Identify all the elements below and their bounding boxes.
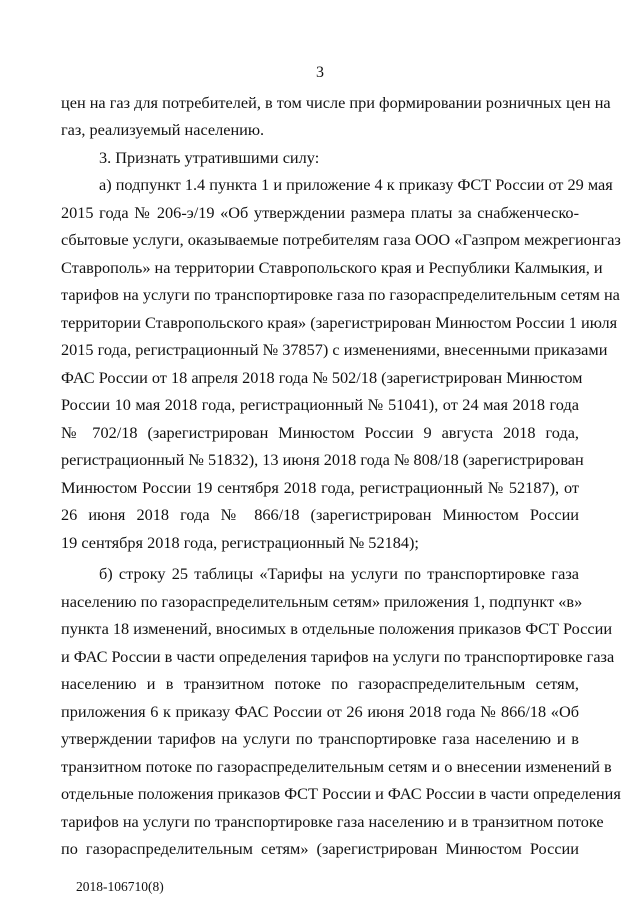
text-line: сбытовые услуги, оказываемые потребителям газа ООО «Газпром межрегионгаз [61, 230, 621, 249]
text-line: населению и в транзитном потоке по газораспределительным сетям, [61, 674, 579, 693]
text-line: России 10 мая 2018 года, регистрационный № 51041), от 24 мая 2018 года [61, 395, 579, 414]
text-line: транзитном потоке по газораспределительным сетям и о внесении изменений в [61, 757, 612, 776]
text-line: Минюстом России 19 сентября 2018 года, регистрационный № 52187), от [61, 478, 579, 497]
text-line: ФАС России от 18 апреля 2018 года № 502/18 (зарегистрирован Минюстом [61, 368, 583, 387]
text-line: Ставрополь» на территории Ставропольского края и Республики Калмыкия, и [61, 258, 603, 277]
text-line: цен на газ для потребителей, в том числе при формировании розничных цен на [61, 93, 611, 112]
text-line: регистрационный № 51832), 13 июня 2018 года № 808/18 (зарегистрирован [61, 450, 584, 469]
text-line: тарифов на услуги по транспортировке газа населению и в транзитном потоке [61, 812, 604, 831]
text-line: тарифов на услуги по транспортировке газа по газораспределительным сетям на [61, 285, 620, 304]
text-line: б) строку 25 таблицы «Тарифы на услуги по транспортировке газа [99, 564, 579, 583]
text-line: 2015 года, регистрационный № 37857) с изменениями, внесенными приказами [61, 340, 608, 359]
text-line: по газораспределительным сетям» (зарегистрирован Минюстом России [61, 839, 579, 858]
text-line: 19 сентября 2018 года, регистрационный № 52184); [61, 533, 419, 552]
text-line: а) подпункт 1.4 пункта 1 и приложение 4 к приказу ФСТ России от 29 мая [99, 175, 613, 194]
text-line: газ, реализуемый населению. [61, 120, 265, 139]
text-line: 3. Признать утратившими силу: [99, 148, 320, 167]
text-line: и ФАС России в части определения тарифов на услуги по транспортировке газа [61, 647, 615, 666]
text-line: № 702/18 (зарегистрирован Минюстом России 9 августа 2018 года, [61, 423, 579, 442]
text-line: отдельные положения приказов ФСТ России и ФАС России в части определения [61, 784, 621, 803]
text-line: 2015 года № 206-э/19 «Об утверждении размера платы за снабженческо- [61, 203, 579, 222]
text-line: 26 июня 2018 года № 866/18 (зарегистрирован Минюстом России [61, 505, 579, 524]
text-line: территории Ставропольского края» (зарегистрирован Минюстом России 1 июля [61, 313, 618, 332]
text-line: приложения 6 к приказу ФАС России от 26 июня 2018 года № 866/18 «Об [61, 702, 579, 721]
text-line: пункта 18 изменений, вносимых в отдельные положения приказов ФСТ России [61, 619, 613, 638]
page-number: 3 [316, 64, 324, 81]
document-registration-code: 2018-106710(8) [76, 879, 164, 894]
text-line: утверждении тарифов на услуги по транспортировке газа населению и в [61, 729, 579, 748]
text-line: населению по газораспределительным сетям» приложения 1, подпункт «в» [61, 592, 583, 611]
